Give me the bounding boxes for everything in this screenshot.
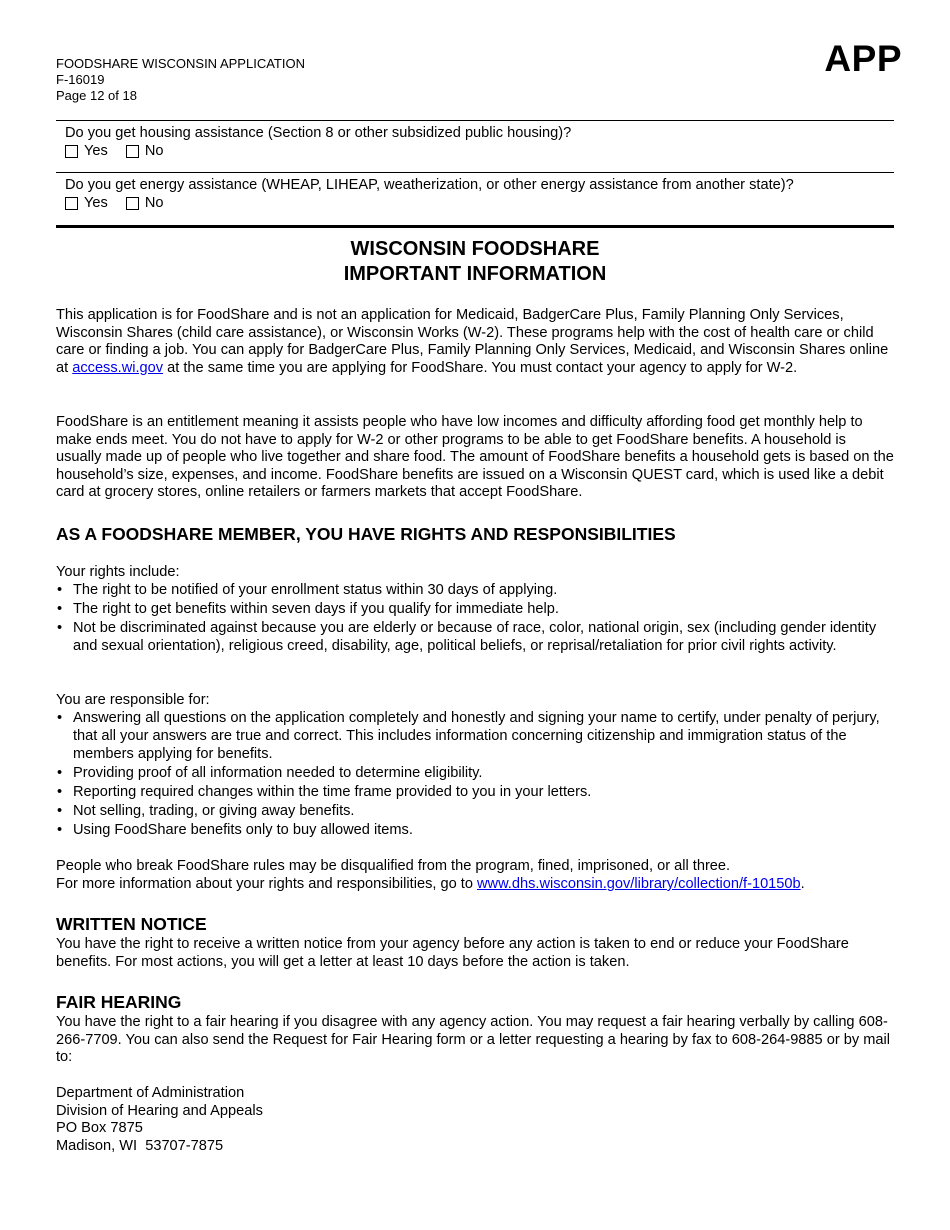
page-title bbox=[56, 237, 894, 287]
intro-text: This application is for FoodShare and is not an application for Medicaid, BadgerCare Plus, Family Planning Only Services, Wisconsin Shares (child care assistance), or Wisconsin Works (W-2). These programs help with the cost of health care or child care or finding a job. You can apply for BadgerCare Plus, Family Planning Only Services, Medicaid, and Wisconsin Shares online at bbox=[56, 307, 889, 376]
page-number: Page 12 of 18 bbox=[56, 88, 137, 103]
fair-hearing-heading: FAIR HEARING bbox=[56, 992, 182, 1012]
housing-assistance-question bbox=[56, 120, 894, 172]
responsibilities-intro: You are responsible for: bbox=[56, 692, 210, 708]
access-wi-gov-link[interactable]: access.wi.gov bbox=[72, 359, 164, 376]
housing-no-checkbox[interactable] bbox=[126, 145, 139, 158]
housing-yes-option[interactable] bbox=[65, 143, 108, 160]
energy-yes-checkbox[interactable] bbox=[65, 197, 78, 210]
list-item: • The right to get benefits within seven days if you qualify for immediate help. bbox=[56, 601, 894, 619]
list-item: • Reporting required changes within the time frame provided to you in your letters. bbox=[56, 784, 894, 802]
energy-assistance-question bbox=[56, 172, 894, 225]
list-item: • Answering all questions on the application completely and honestly and signing your name to certify, under penalty of perjury, that all your answers are true and correct. This includes information concerning citizenship and immigration status of the members applying for benefits. bbox=[56, 710, 894, 763]
yes-label: Yes bbox=[84, 143, 108, 159]
rights-intro: Your rights include: bbox=[56, 564, 180, 580]
intro-paragraph-1 bbox=[56, 307, 894, 377]
written-notice-heading: WRITTEN NOTICE bbox=[56, 914, 207, 934]
housing-no-option[interactable] bbox=[126, 143, 164, 160]
question-text: Do you get housing assistance (Section 8 or other subsidized public housing)? bbox=[65, 125, 572, 141]
no-label: No bbox=[144, 195, 164, 211]
list-item: • Not selling, trading, or giving away benefits. bbox=[56, 803, 894, 821]
fair-hearing-text: You have the right to a fair hearing if you disagree with any agency action. You may request a fair hearing verbally by calling 608-266-7709. You can also send the Request for Fair Hearing form or a letter requesting a hearing by fax to 608-264-9885 or by mail to: bbox=[56, 1014, 890, 1066]
energy-no-checkbox[interactable] bbox=[126, 197, 139, 210]
rights-info-link[interactable]: www.dhs.wisconsin.gov/library/collection/f-10150b bbox=[477, 876, 801, 892]
form-header bbox=[56, 56, 305, 104]
list-item: • The right to be notified of your enrollment status within 30 days of applying. bbox=[56, 582, 894, 600]
no-label: No bbox=[144, 143, 164, 159]
form-title: FOODSHARE WISCONSIN APPLICATION bbox=[56, 56, 305, 71]
more-info-period: . bbox=[800, 876, 805, 892]
section-divider bbox=[56, 225, 894, 228]
address-line: Department of Administration bbox=[56, 1085, 245, 1101]
responsibilities-list bbox=[56, 710, 894, 841]
yes-label: Yes bbox=[84, 195, 108, 211]
energy-yes-option[interactable] bbox=[65, 195, 108, 212]
intro-text-continued: at the same time you are applying for FoodShare. You must contact your agency to apply for W-2. bbox=[163, 359, 798, 376]
address-line: Division of Hearing and Appeals bbox=[56, 1102, 263, 1119]
list-item: • Providing proof of all information needed to determine eligibility. bbox=[56, 765, 894, 783]
housing-yes-checkbox[interactable] bbox=[65, 145, 78, 158]
list-item: • Using FoodShare benefits only to buy allowed items. bbox=[56, 822, 894, 840]
energy-no-option[interactable] bbox=[126, 195, 164, 212]
title-line-1: WISCONSIN FOODSHARE bbox=[350, 238, 600, 260]
more-info-text: For more information about your rights and responsibilities, go to bbox=[56, 876, 477, 892]
question-text: Do you get energy assistance (WHEAP, LIHEAP, weatherization, or other energy assistance from another state)? bbox=[65, 177, 794, 193]
more-info-line bbox=[56, 876, 894, 894]
rules-statement: People who break FoodShare rules may be disqualified from the program, fined, imprisoned, or all three. bbox=[56, 858, 731, 874]
title-line-2: IMPORTANT INFORMATION bbox=[343, 263, 607, 285]
list-item: • Not be discriminated against because you are elderly or because of race, color, national origin, sex (including gender identity and sexual orientation), religious creed, disability, age, political beliefs, or reprisal/retaliation for prior civil rights activity. bbox=[56, 620, 894, 656]
address-line: PO Box 7875 bbox=[56, 1120, 143, 1137]
app-badge: APP bbox=[824, 38, 902, 79]
written-notice-text: You have the right to receive a written notice from your agency before any action is taken to end or reduce your FoodShare benefits. For most actions, you will get a letter at least 10 days before the action is taken. bbox=[56, 936, 849, 970]
mailing-address bbox=[56, 1085, 894, 1155]
intro-paragraph-2: FoodShare is an entitlement meaning it assists people who have low incomes and difficulty affording food get monthly help to make ends meet. You do not have to apply for W-2 or other programs to be able to get FoodShare benefits. A household is usually made up of people who live together and share food. The amount of FoodShare benefits a household gets is based on the household’s size, expenses, and income. FoodShare benefits are issued on a Wisconsin QUEST card, which is used like a debit card at grocery stores, online retailers or farmers markets that accept FoodShare. bbox=[56, 414, 894, 501]
form-number: F-16019 bbox=[56, 72, 105, 87]
address-line: Madison, WI 53707-7875 bbox=[56, 1137, 224, 1154]
rights-list bbox=[56, 582, 894, 657]
rights-heading: AS A FOODSHARE MEMBER, YOU HAVE RIGHTS AND RESPONSIBILITIES bbox=[56, 524, 676, 544]
